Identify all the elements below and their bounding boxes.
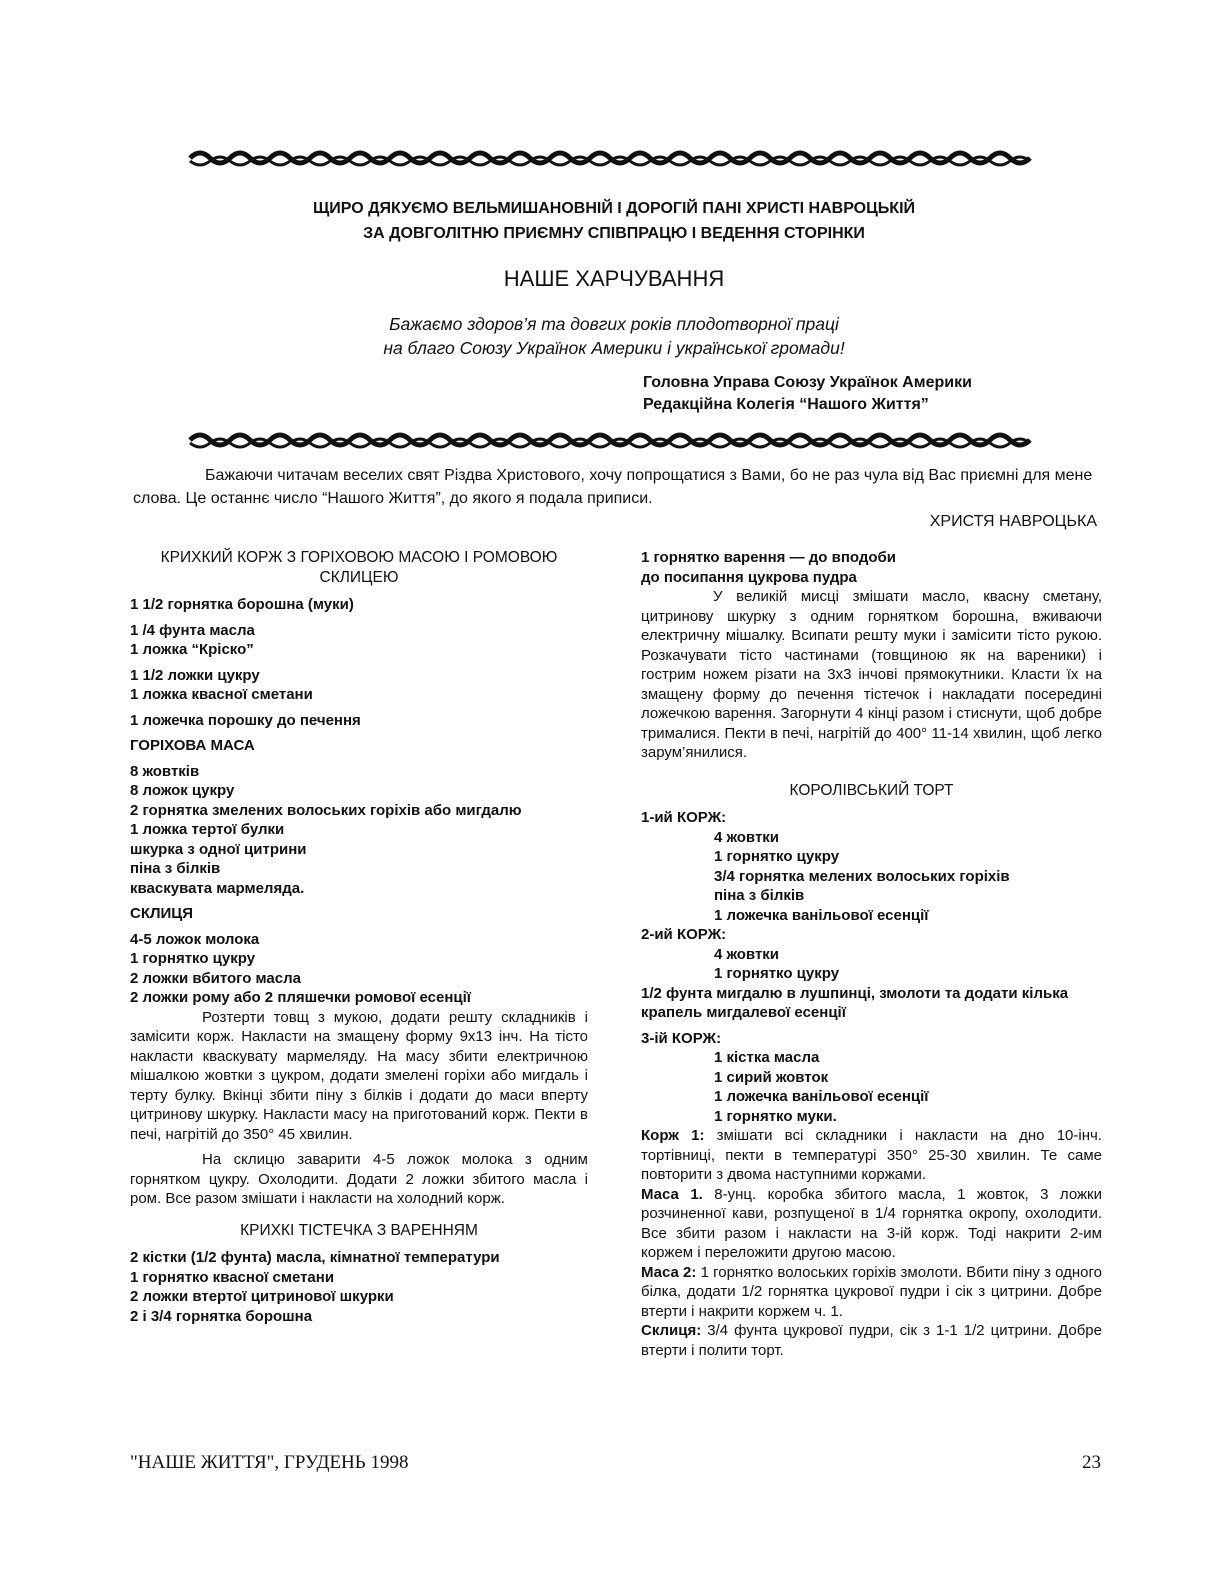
- ingredient: 8 жовтків: [130, 762, 200, 780]
- ingredient: піна з білків: [130, 860, 221, 877]
- ingredient: 1 горнятко цукру: [130, 950, 256, 967]
- step-text: 3/4 фунта цукрової пудри, сік з 1-1 1/2 цитрини. Добре втерти і полити торт.: [641, 1322, 1102, 1359]
- method-step: [641, 1263, 1102, 1322]
- method-step: [641, 1126, 1102, 1185]
- pastry-ingredients: [130, 1248, 588, 1326]
- layer-2-ingredients: [641, 945, 1102, 984]
- ingredient: до посипання цукрова пудра: [641, 568, 857, 586]
- thanks-line-2: ЗА ДОВГОЛІТНЮ ПРИЄМНУ СПІВПРАЦЮ І ВЕДЕННЯ СТОРІНКИ: [363, 225, 865, 242]
- footer-publication: "НАШЕ ЖИТТЯ", ГРУДЕНЬ 1998: [130, 1452, 409, 1473]
- wish-line-2: на благо Союзу Українок Америки і української громади!: [383, 338, 845, 358]
- step-label: Корж 1:: [641, 1127, 705, 1144]
- signature: [643, 372, 972, 416]
- ornament-top: [186, 148, 1042, 170]
- pastry-ingredients-cont: [641, 548, 1102, 587]
- intro: [133, 464, 1097, 533]
- ingredient: 1 1/2 горнятка борошна (муки): [130, 596, 354, 613]
- method-paragraph: У великій мисці змішати масло, квасну сметану, цитринову шкурку з одним горнятком борошна, вживаючи електричну мішалку. Всипати решту муки і замісити тісто рукою. Розкачувати тісто частинами (товщиною як на вареники) і гострим ножем різати на 3x3 інчові прямокутники. Класти їх на змащену форму до печення тістечок і накладати посередині ложечкою варення. Загорнути 4 кінці разом і стиснути, щоб добре трималися. Пекти в печі, нагрітій до 400° 11-14 хвилин, щоб легко зарум’янилися.: [641, 588, 1102, 761]
- method-paragraph: На склицю заварити 4-5 ложок молока з одним горнятком цукру. Охолодити. Додати 2 ложки збитого масла і ром. Все разом змішати і накласти на холодний корж.: [130, 1151, 588, 1207]
- royal-cake-method: [641, 1126, 1102, 1360]
- ingredient: 4 жовтки: [714, 945, 780, 963]
- ingredient: 1 ложечка ванільової есенції: [714, 906, 929, 924]
- ingredient: 1 горнятко цукру: [714, 848, 840, 865]
- page-number: 23: [1082, 1452, 1101, 1473]
- ingredient: 1 ложка “Кріско”: [130, 641, 254, 658]
- step-label: Маса 2:: [641, 1263, 697, 1281]
- ingredient: 1 горнятко квасної сметани: [130, 1268, 335, 1286]
- ingredient: 1 ложечка ванільової есенції: [714, 1088, 929, 1105]
- nut-mass-heading: ГОРІХОВА МАСА: [130, 737, 255, 754]
- ingredient: 3/4 горнятка мелених волоських горіхів: [714, 867, 1010, 885]
- thanks-note: [186, 196, 1042, 246]
- ingredient: 2 кістки (1/2 фунта) масла, кімнатної температури: [130, 1249, 500, 1266]
- recipe-title-royal-cake: КОРОЛІВСЬКИЙ ТОРТ: [789, 781, 954, 799]
- ingredient: 1 кістка масла: [714, 1049, 820, 1066]
- ingredient: 1 ложечка порошку до печення: [130, 711, 361, 729]
- ingredient: 2 ложки рому або 2 пляшечки ромової есенції: [130, 989, 471, 1006]
- ingredient: 1 /4 фунта масла: [130, 621, 255, 639]
- ingredient: 2 і 3/4 горнятка борошна: [130, 1307, 313, 1325]
- wish-line-1: Бажаємо здоров’я та довгих років плодотворної праці: [389, 314, 839, 334]
- ornament-bottom: [186, 430, 1042, 452]
- ingredient: 1 1/2 ложки цукру: [130, 666, 260, 684]
- signature-line-2: Редакційна Колегія “Нашого Життя”: [643, 396, 929, 413]
- right-column: [641, 548, 1102, 1360]
- intro-text: Бажаючи читачам веселих свят Різдва Христового, хочу попрощатися з Вами, бо не раз чула від Вас приємні для мене слова. Це останнє число “Нашого Життя”, до якого я подала приписи.: [133, 467, 1093, 507]
- layer-3-heading: 3-ій КОРЖ:: [641, 1029, 722, 1047]
- ingredient: 2 горнятка змелених волоських горіхів або мигдалю: [130, 801, 522, 819]
- step-text: 1 горнятко волоських горіхів змолоти. Вбити піну з одного білка, додати 1/2 горнятка цукрової пудри і сік з цитрини. Добре втерти і накрити коржем ч. 1.: [641, 1263, 1102, 1320]
- layer-1-heading: 1-ий КОРЖ:: [641, 809, 727, 826]
- ingredient: 4-5 ложок молока: [130, 930, 260, 948]
- ingredient: 2 ложки втертої цитринової шкурки: [130, 1288, 394, 1305]
- page-title: НАШЕ ХАРЧУВАННЯ: [503, 266, 725, 291]
- layer-2-heading: 2-ий КОРЖ:: [641, 926, 727, 943]
- step-text: змішати всі складники і накласти на дно 10-інч. тортівниці, пекти в температурі 350° 25-30 хвилин. Те саме повторити з двома наступними коржами.: [641, 1127, 1102, 1183]
- dough-ingredients: [130, 595, 588, 730]
- recipe-title-jam-pastries: КРИХКІ ТІСТЕЧКА З ВАРЕННЯМ: [240, 1221, 478, 1239]
- layer-3-ingredients: [641, 1048, 1102, 1126]
- wish-text: [186, 312, 1042, 360]
- ingredient: піна з білків: [714, 887, 805, 904]
- left-column: [130, 548, 588, 1326]
- ingredient: 8 ложок цукру: [130, 782, 235, 799]
- thanks-line-1: ЩИРО ДЯКУЄМО ВЕЛЬМИШАНОВНІЙ І ДОРОГІЙ ПАНІ ХРИСТІ НАВРОЦЬКІЙ: [312, 200, 916, 217]
- method-step: [641, 1185, 1102, 1263]
- glaze-ingredients: [130, 930, 588, 1008]
- ingredient: шкурка з одної цитрини: [130, 840, 307, 858]
- step-label: Склиця:: [641, 1322, 702, 1339]
- ingredient: кваскувата мармеляда.: [130, 879, 305, 897]
- ingredient: 4 жовтки: [714, 828, 780, 846]
- nut-mass-ingredients: [130, 762, 588, 899]
- step-label: Маса 1.: [641, 1185, 703, 1203]
- step-text: 8-унц. коробка збитого масла, 1 жовток, 3 ложки розчиненної кави, розпущеної в 1/4 горнятка окропу, охолодити. Все збити разом і накласти на 3-ій корж. Тоді накрити 2-им коржем і переложити другою масою.: [641, 1185, 1102, 1261]
- ingredient: 1 сирий жовток: [714, 1068, 829, 1086]
- ingredient: 1 горнятко варення — до вподоби: [641, 549, 897, 566]
- ingredient: 1 ложка тертої булки: [130, 821, 285, 838]
- ingredient: 1 ложка квасної сметани: [130, 686, 313, 703]
- ingredient: 2 ложки вбитого масла: [130, 969, 301, 987]
- ingredient: 1 горнятко цукру: [714, 965, 840, 982]
- recipe-title-crispy-cake: КРИХКИЙ КОРЖ З ГОРІХОВОЮ МАСОЮ І РОМОВОЮ СКЛИЦЕЮ: [160, 549, 558, 586]
- intro-author: ХРИСТЯ НАВРОЦЬКА: [929, 513, 1097, 530]
- layer-2-extra: 1/2 фунта мигдалю в лушпинці, змолоти та додати кілька крапель мигдалевої есенції: [641, 984, 1069, 1021]
- ingredient: 1 горнятко муки.: [714, 1107, 837, 1125]
- glaze-heading: СКЛИЦЯ: [130, 905, 194, 922]
- signature-line-1: Головна Управа Союзу Українок Америки: [643, 374, 972, 391]
- layer-1-ingredients: [641, 828, 1102, 926]
- method-step: [641, 1321, 1102, 1360]
- method-paragraph: Розтерти товщ з мукою, додати решту складників і замісити корж. Накласти на змащену форму 9x13 інч. На тісто накласти кваскувату мармеляду. На масу збити електричною мішалкою жовтки з цукром, додати змелені горіхи або мигдаль і терту булку. Вкінці збити піну з білків і додати до маси вперту цитринову шкурку. Накласти масу на приготований корж. Пекти в печі, нагрітій до 350° 45 хвилин.: [130, 1008, 588, 1143]
